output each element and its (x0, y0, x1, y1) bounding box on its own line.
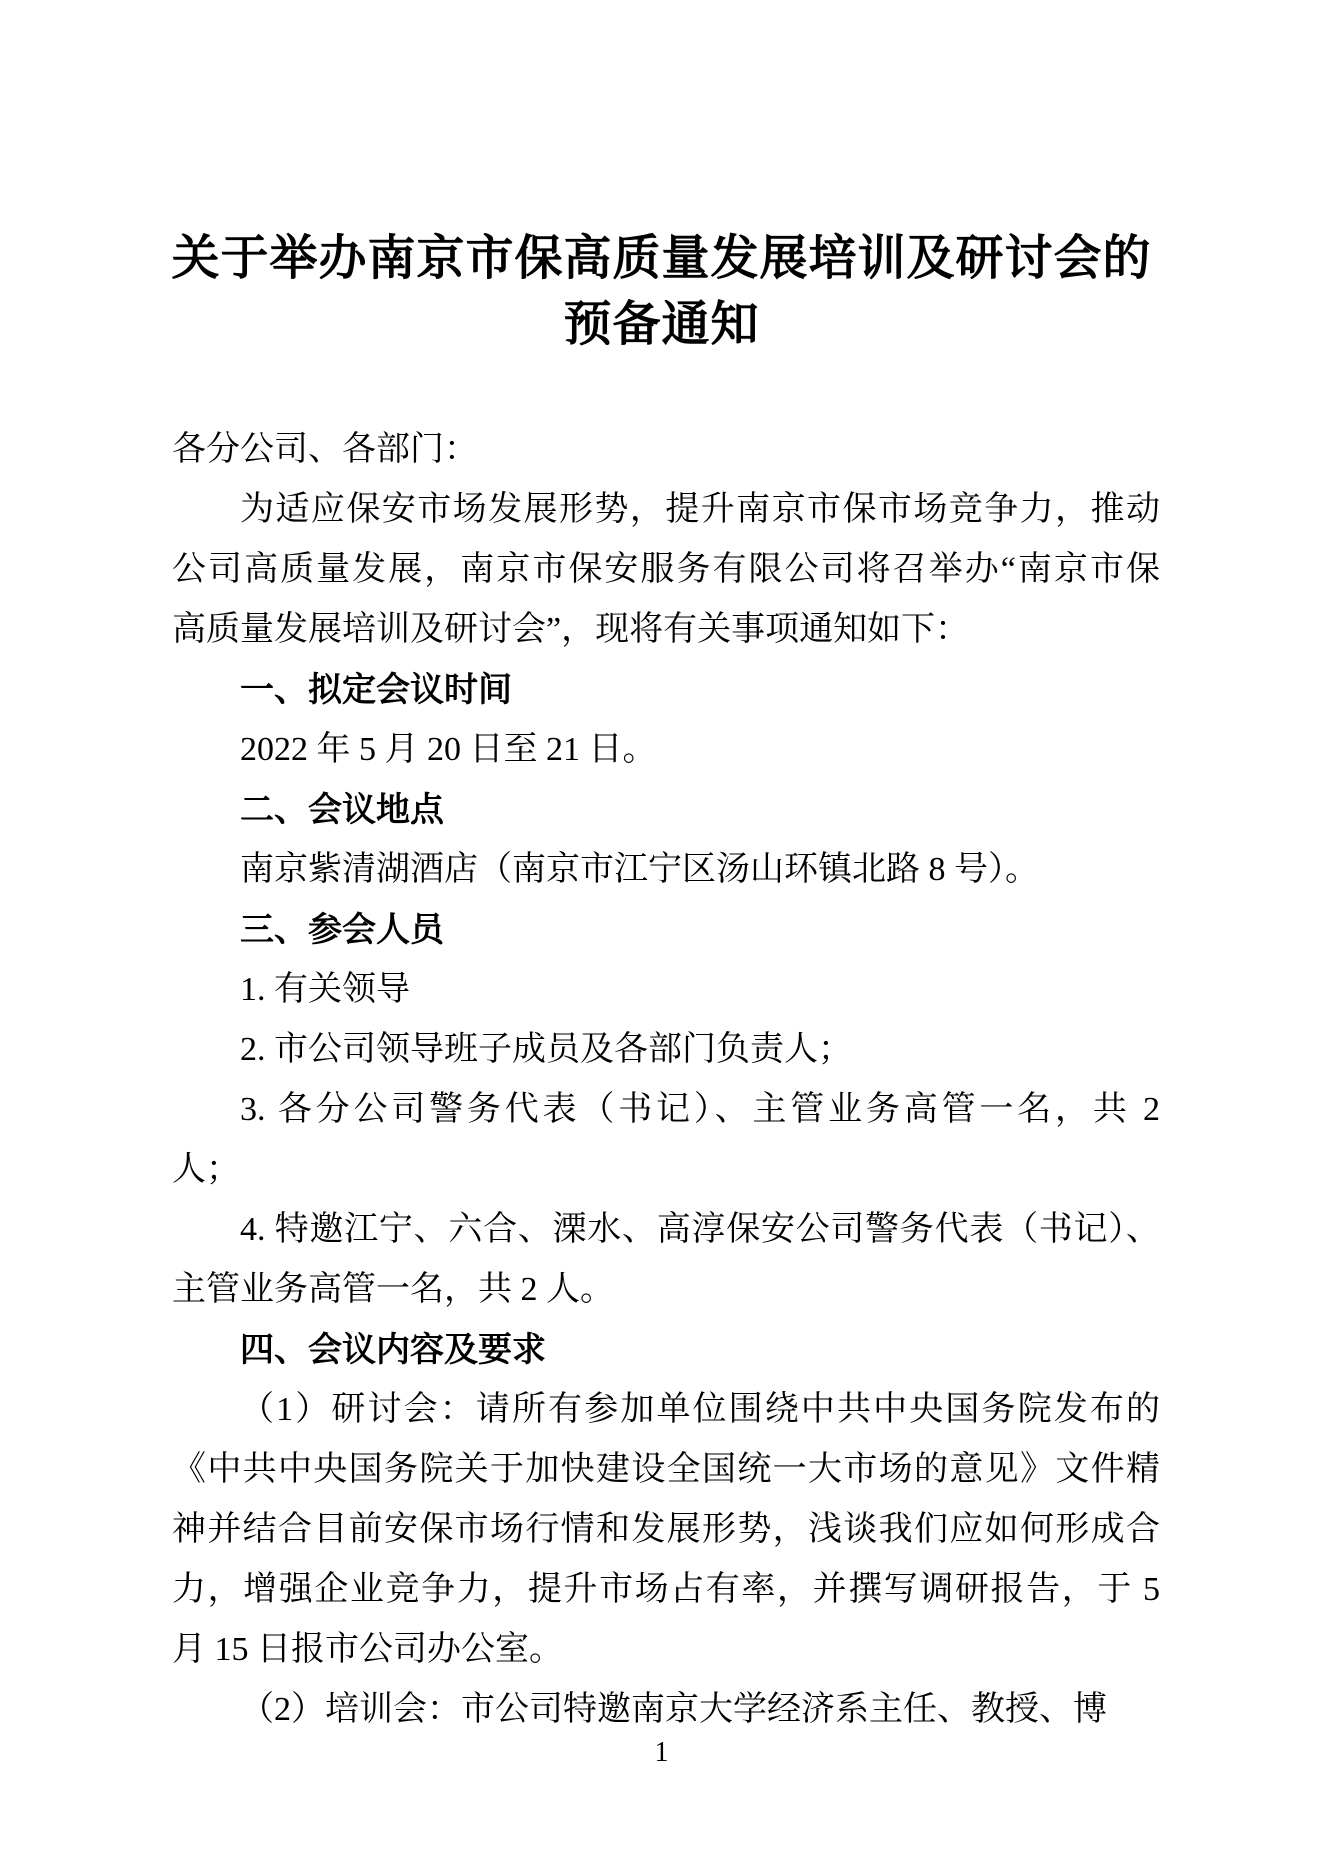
document-body (172, 420, 1160, 1740)
attendee-item-3-line-2: 人； (172, 1151, 240, 1188)
section-2-heading: 二、会议地点 (240, 791, 444, 829)
content-item-1-line-2: 《中共中央国务院关于加快建设全国统一大市场的意见》文件精 (172, 1451, 1160, 1488)
section-4-heading: 四、会议内容及要求 (240, 1331, 546, 1369)
section-1-date-line: 2022 年 5 月 20 日至 21 日。 (240, 731, 657, 768)
document-title-line-1: 关于举办南京市保高质量发展培训及研讨会的 (171, 232, 1152, 285)
attendee-item-4-line-2: 主管业务高管一名，共 2 人。 (172, 1271, 614, 1308)
attendee-item-3-line-1: 3. 各分公司警务代表（书记）、主管业务高管一名，共 2 (240, 1091, 1160, 1128)
intro-line-3: 高质量发展培训及研讨会”，现将有关事项通知如下： (172, 611, 970, 648)
section-1-heading: 一、拟定会议时间 (240, 671, 512, 709)
content-item-1-line-4: 力，增强企业竞争力，提升市场占有率，并撰写调研报告，于 5 (172, 1571, 1160, 1608)
intro-line-1: 为适应保安市场发展形势，提升南京市保市场竞争力，推动 (240, 491, 1160, 528)
attendee-item-2: 2. 市公司领导班子成员及各部门负责人； (240, 1031, 852, 1068)
section-2-venue-line: 南京紫清湖酒店（南京市江宁区汤山环镇北路 8 号）。 (240, 851, 1039, 888)
document-title (0, 0, 1323, 358)
content-item-1-line-5: 月 15 日报市公司办公室。 (172, 1631, 563, 1668)
section-3-heading: 三、参会人员 (240, 911, 444, 949)
content-item-1-line-1: （1）研讨会：请所有参加单位围绕中共中央国务院发布的 (240, 1391, 1160, 1428)
document-title-line-2: 预备通知 (563, 298, 760, 351)
attendee-item-4-line-1: 4. 特邀江宁、六合、溧水、高淳保安公司警务代表（书记）、 (240, 1211, 1160, 1248)
attendee-item-1: 1. 有关领导 (240, 971, 410, 1008)
intro-line-2: 公司高质量发展，南京市保安服务有限公司将召举办“南京市保 (172, 551, 1160, 588)
content-item-1-line-3: 神并结合目前安保市场行情和发展形势，浅谈我们应如何形成合 (172, 1511, 1160, 1548)
page-number: 1 (654, 1737, 669, 1768)
salutation-line: 各分公司、各部门： (172, 431, 478, 468)
content-item-2-line-1: （2）培训会：市公司特邀南京大学经济系主任、教授、博 (240, 1691, 1107, 1728)
